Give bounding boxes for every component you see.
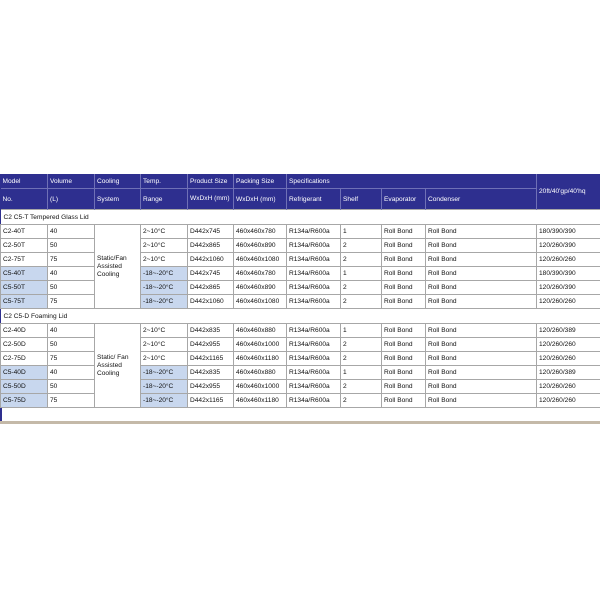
cell-evaporator: Roll Bond [382,352,426,366]
cell-refrigerant: R134a/R600a [287,295,341,309]
cell-refrigerant: R134a/R600a [287,281,341,295]
cell-refrigerant: R134a/R600a [287,267,341,281]
table-row [1,281,600,295]
cell-evaporator: Roll Bond [382,338,426,352]
table-row [1,239,600,253]
col-specifications: Specifications [287,174,537,189]
spec-table-container [0,174,600,408]
cell-model-no: C5-50T [1,281,48,295]
cell-volume: 40 [48,324,95,338]
col-refrigerant: Refrigerant [287,189,341,210]
cell-packing-size: 460x460x890 [234,239,287,253]
table-bottom-bar [0,421,600,424]
cell-product-size: D442x835 [188,324,234,338]
cell-model-no: C5-50D [1,380,48,394]
col-product-size: Product Size [188,174,234,189]
cell-volume: 50 [48,239,95,253]
cell-condenser: Roll Bond [426,366,537,380]
cell-condenser: Roll Bond [426,324,537,338]
table-row [1,225,600,239]
table-row [1,380,600,394]
cell-product-size: D442x1165 [188,394,234,408]
cell-container-qty: 180/390/390 [537,225,600,239]
cell-shelf: 1 [341,267,382,281]
cell-container-qty: 120/260/260 [537,394,600,408]
cell-cooling-system: Static/Fan Assisted Cooling [95,225,141,309]
cell-packing-size: 460x460x880 [234,366,287,380]
cell-product-size: D442x955 [188,338,234,352]
cell-refrigerant: R134a/R600a [287,380,341,394]
col-packing-size: Packing Size [234,174,287,189]
cell-container-qty: 120/260/389 [537,324,600,338]
cell-product-size: D442x865 [188,239,234,253]
cell-model-no: C2-40D [1,324,48,338]
cell-temp-range: -18~-20°C [141,267,188,281]
col-evaporator: Evaporator [382,189,426,210]
cell-product-size: D442x1060 [188,253,234,267]
cell-shelf: 2 [341,394,382,408]
cell-shelf: 2 [341,281,382,295]
cell-container-qty: 120/260/390 [537,239,600,253]
cell-container-qty: 120/260/389 [537,366,600,380]
cell-container-qty: 120/260/260 [537,338,600,352]
cell-temp-range: -18~-20°C [141,281,188,295]
cell-temp-range: -18~-20°C [141,295,188,309]
cell-condenser: Roll Bond [426,352,537,366]
col-no: No. [1,189,48,210]
cell-refrigerant: R134a/R600a [287,239,341,253]
table-header [1,174,600,210]
section-title: C2 C5-D Foaming Lid [1,309,600,324]
cell-volume: 75 [48,253,95,267]
cell-temp-range: 2~10°C [141,338,188,352]
cell-evaporator: Roll Bond [382,239,426,253]
cell-evaporator: Roll Bond [382,366,426,380]
cell-refrigerant: R134a/R600a [287,366,341,380]
cell-volume: 75 [48,394,95,408]
cell-temp-range: -18~-20°C [141,394,188,408]
col-shelf: Shelf [341,189,382,210]
section-header-row [1,210,600,225]
cell-model-no: C5-40T [1,267,48,281]
cell-model-no: C2-50D [1,338,48,352]
cell-refrigerant: R134a/R600a [287,225,341,239]
cell-condenser: Roll Bond [426,253,537,267]
table-row [1,394,600,408]
cell-shelf: 2 [341,239,382,253]
col-cooling: Cooling [95,174,141,189]
cell-volume: 50 [48,338,95,352]
cell-temp-range: 2~10°C [141,253,188,267]
cell-container-qty: 120/260/260 [537,380,600,394]
cell-container-qty: 180/390/390 [537,267,600,281]
cell-condenser: Roll Bond [426,281,537,295]
cell-evaporator: Roll Bond [382,253,426,267]
table-row [1,352,600,366]
cell-temp-range: 2~10°C [141,225,188,239]
cell-shelf: 2 [341,352,382,366]
cell-shelf: 2 [341,338,382,352]
table-row [1,267,600,281]
cell-volume: 40 [48,267,95,281]
spec-table [0,174,600,408]
cell-packing-size: 460x460x780 [234,225,287,239]
cell-model-no: C2-75T [1,253,48,267]
cell-container-qty: 120/260/260 [537,253,600,267]
cell-model-no: C5-75T [1,295,48,309]
col-container-qty: 20ft/40'gp/40'hq [537,174,600,210]
cell-evaporator: Roll Bond [382,267,426,281]
cell-cooling-system: Static/ Fan Assisted Cooling [95,324,141,408]
cell-condenser: Roll Bond [426,225,537,239]
cell-volume: 50 [48,380,95,394]
cell-container-qty: 120/260/390 [537,281,600,295]
cell-packing-size: 460x460x1000 [234,338,287,352]
cell-model-no: C2-75D [1,352,48,366]
cell-temp-range: 2~10°C [141,352,188,366]
cell-container-qty: 120/260/260 [537,295,600,309]
section-title: C2 C5-T Tempered Glass Lid [1,210,600,225]
cell-evaporator: Roll Bond [382,295,426,309]
cell-evaporator: Roll Bond [382,225,426,239]
cell-product-size: D442x955 [188,380,234,394]
cell-condenser: Roll Bond [426,394,537,408]
table-row [1,338,600,352]
cell-volume: 75 [48,295,95,309]
table-row [1,295,600,309]
table-row [1,366,600,380]
col-packing-dims: WxDxH (mm) [234,189,287,210]
cell-condenser: Roll Bond [426,338,537,352]
section-header-row [1,309,600,324]
cell-volume: 40 [48,225,95,239]
cell-packing-size: 460x460x1180 [234,352,287,366]
cell-volume: 75 [48,352,95,366]
col-temp: Temp. [141,174,188,189]
cell-refrigerant: R134a/R600a [287,324,341,338]
header-row-2 [1,189,600,210]
cell-volume: 50 [48,281,95,295]
cell-evaporator: Roll Bond [382,324,426,338]
cell-condenser: Roll Bond [426,380,537,394]
cell-packing-size: 460x460x890 [234,281,287,295]
cell-product-size: D442x1165 [188,352,234,366]
cell-product-size: D442x1060 [188,295,234,309]
table-row [1,253,600,267]
cell-shelf: 2 [341,380,382,394]
cell-condenser: Roll Bond [426,295,537,309]
cell-model-no: C5-75D [1,394,48,408]
cell-shelf: 1 [341,225,382,239]
cell-product-size: D442x865 [188,281,234,295]
header-row-1 [1,174,600,189]
col-product-dims: WxDxH (mm) [188,189,234,210]
cell-shelf: 2 [341,295,382,309]
cell-shelf: 1 [341,324,382,338]
cell-model-no: C2-50T [1,239,48,253]
cell-product-size: D442x835 [188,366,234,380]
col-condenser: Condenser [426,189,537,210]
cell-packing-size: 460x460x1080 [234,295,287,309]
cell-evaporator: Roll Bond [382,281,426,295]
cell-shelf: 1 [341,366,382,380]
cell-container-qty: 120/260/260 [537,352,600,366]
cell-evaporator: Roll Bond [382,394,426,408]
cell-temp-range: 2~10°C [141,324,188,338]
table-body [1,210,600,408]
cell-product-size: D442x745 [188,225,234,239]
cell-condenser: Roll Bond [426,239,537,253]
col-unit: (L) [48,189,95,210]
col-model: Model [1,174,48,189]
cell-temp-range: -18~-20°C [141,366,188,380]
cell-packing-size: 460x460x880 [234,324,287,338]
cell-model-no: C2-40T [1,225,48,239]
cell-refrigerant: R134a/R600a [287,338,341,352]
cell-volume: 40 [48,366,95,380]
cell-packing-size: 460x460x1000 [234,380,287,394]
cell-packing-size: 460x460x1180 [234,394,287,408]
cell-packing-size: 460x460x1080 [234,253,287,267]
table-row [1,324,600,338]
cell-product-size: D442x745 [188,267,234,281]
cell-refrigerant: R134a/R600a [287,253,341,267]
col-range: Range [141,189,188,210]
cell-model-no: C5-40D [1,366,48,380]
cell-refrigerant: R134a/R600a [287,394,341,408]
col-system: System [95,189,141,210]
cell-temp-range: -18~-20°C [141,380,188,394]
cell-packing-size: 460x460x780 [234,267,287,281]
cell-refrigerant: R134a/R600a [287,352,341,366]
col-volume: Volume [48,174,95,189]
cell-temp-range: 2~10°C [141,239,188,253]
cell-condenser: Roll Bond [426,267,537,281]
cell-shelf: 2 [341,253,382,267]
cell-evaporator: Roll Bond [382,380,426,394]
